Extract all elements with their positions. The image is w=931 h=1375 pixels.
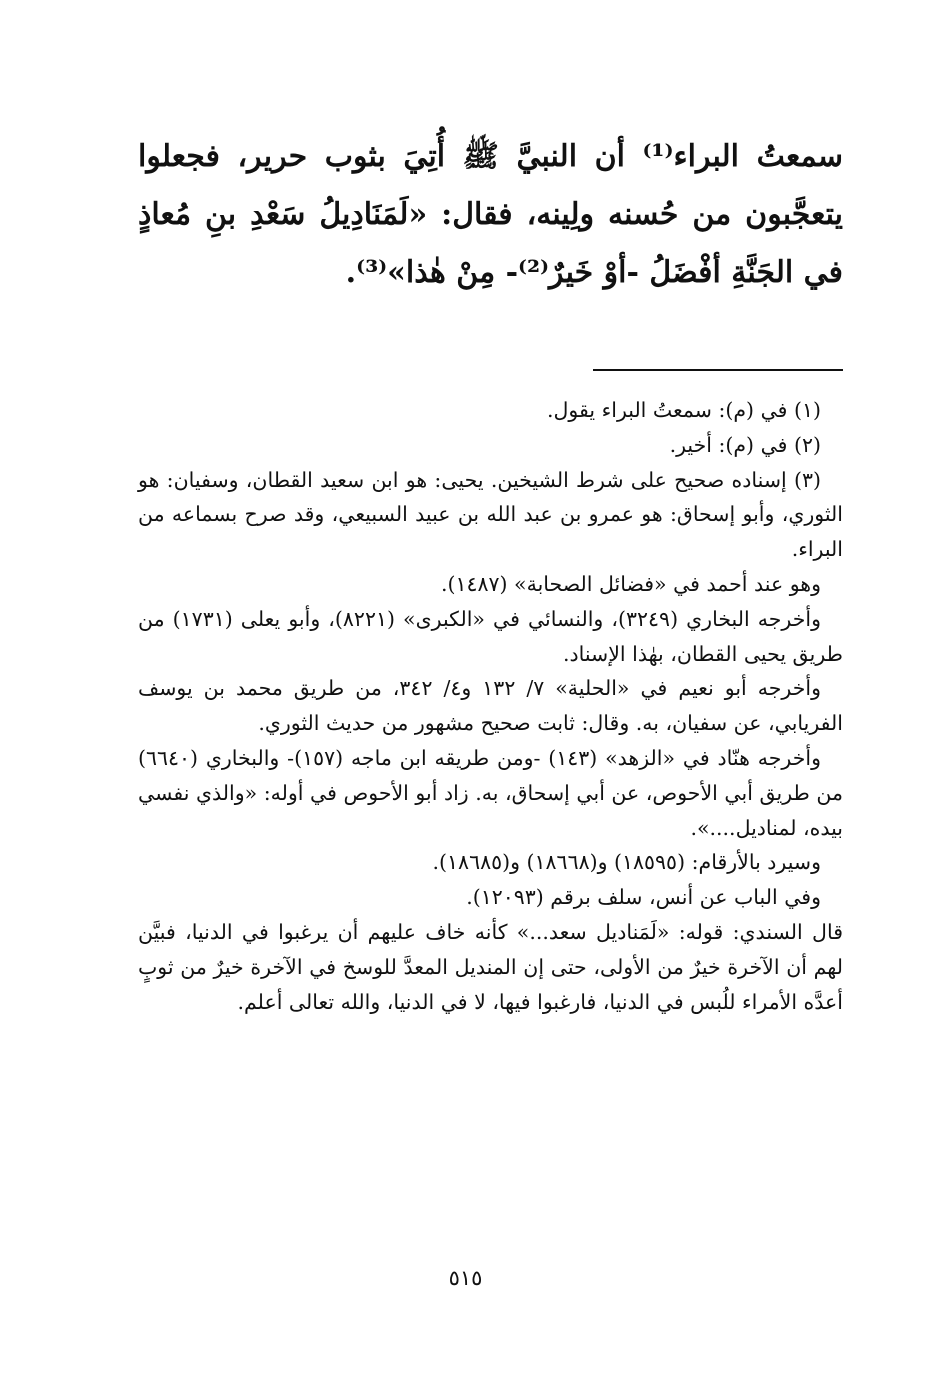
hadith-paragraph: سمعتُ البراء⁽¹⁾ أن النبيَّ ﷺ أُتِيَ بثوب حرير، فجعلوا يتعجَّبون من حُسنه ولِينه، فقال: «لَمَنَادِيلُ سَعْدِ بنِ مُعاذٍ في الجَنَّةِ أفْضَلُ -أوْ خَيرٌ⁽²⁾- مِنْ هٰذا»⁽³⁾. (138, 139, 843, 290)
footnote-2: (٢) في (م): أخير. (669, 432, 821, 457)
footnote-paragraph-sindi: قال السندي: قوله: «لَمَناديل سعد...» كأنه خاف عليهم أن يرغبوا في الدنيا، فبيَّن لهم أن الآخرة خيرٌ من الأولى، حتى إن المنديل المعدَّ للوسخ في الآخرة خيرٌ من ثوبٍ أعدَّه الأمراء للُبس في الدنيا، فارغبوا فيها، لا في الدنيا، والله تعالى أعلم. (138, 919, 843, 1014)
footnote-paragraph-anas: وفي الباب عن أنس، سلف برقم (١٢٠٩٣). (466, 885, 821, 910)
footnote-paragraph-cross-refs: وسيرد بالأرقام: (١٨٥٩٥) و(١٨٦٦٨) و(١٨٦٨٥). (432, 850, 821, 875)
footnote-separator (593, 369, 843, 371)
footnote-paragraph-bukhari: وأخرجه البخاري (٣٢٤٩)، والنسائي في «الكبرى» (٨٢٢١)، وأبو يعلى (١٧٣١) من طريق يحيى القطان، بهٰذا الإسناد. (138, 606, 843, 666)
footnote-paragraph-hannad: وأخرجه هنّاد في «الزهد» (١٤٣) -ومن طريقه ابن ماجه (١٥٧)- والبخاري (٦٦٤٠) من طريق أبي الأحوص، عن أبي إسحاق، به. زاد أبو الأحوص في أوله: «والذي نفسي بيده، لمناديل....». (138, 745, 843, 840)
footnote-paragraph-abu-nuaym: وأخرجه أبو نعيم في «الحلية» ٧/ ١٣٢ و٤/ ٣٤٢، من طريق محمد بن يوسف الفريابي، عن سفيان، به. وقال: ثابت صحيح مشهور من حديث الثوري. (138, 676, 843, 736)
footnote-3: (٣) إسناده صحيح على شرط الشيخين. يحيى: هو ابن سعيد القطان، وسفيان: هو الثوري، وأبو إسحاق: هو عمرو بن عبد الله بن عبيد السبيعي، وقد صرح بسماعه من البراء. (138, 467, 843, 562)
footnote-1: (١) في (م): سمعتُ البراء يقول. (547, 398, 821, 422)
hadith-text (138, 128, 843, 302)
footnote-paragraph-ahmad: وهو عند أحمد في «فضائل الصحابة» (١٤٨٧). (440, 571, 821, 596)
page-number: ٥١٥ (448, 1266, 483, 1290)
footnotes (138, 393, 843, 1019)
